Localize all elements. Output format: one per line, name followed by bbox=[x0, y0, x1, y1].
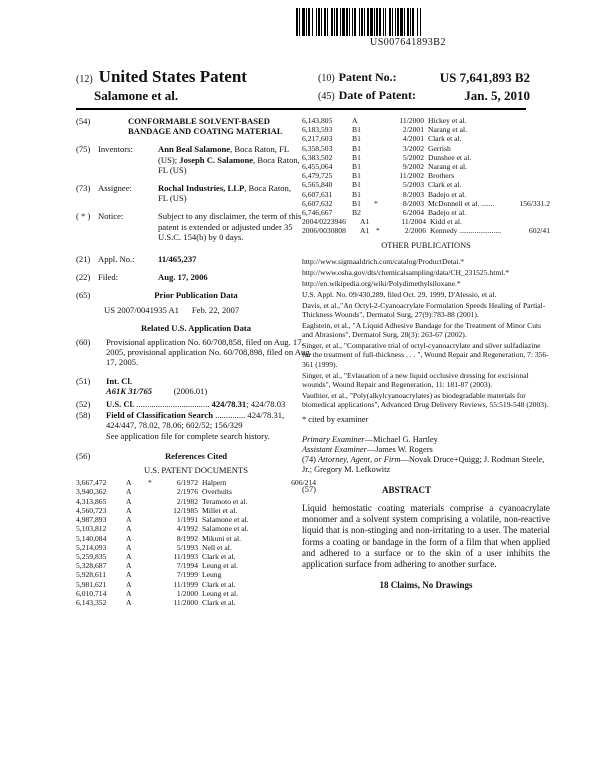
reference-row bbox=[302, 125, 550, 134]
reference-number: 6,143,352 bbox=[76, 597, 107, 607]
reference-row bbox=[302, 217, 550, 226]
reference-star-spacer bbox=[148, 497, 156, 506]
page-title: United States Patent bbox=[98, 67, 247, 86]
publication-entry: Singer, et al., "Comparative trial of octyl-cyanoacrylate and silver sulfadiazine for the treatment of full-thickness . . . ", Wound Repair and Regeneration, 7: 356-361 (1999). bbox=[302, 341, 549, 369]
us-cl: (52) U.S. Cl. .................................. 424/78.31; 424/78.03 bbox=[76, 399, 286, 410]
reference-date: 5/1993 bbox=[176, 542, 198, 552]
us-documents-title: U.S. PATENT DOCUMENTS bbox=[143, 465, 249, 476]
reference-star-spacer bbox=[374, 171, 382, 180]
reference-star-spacer bbox=[374, 144, 382, 153]
reference-class: 606/214 bbox=[291, 478, 316, 488]
us-documents-list bbox=[76, 478, 316, 607]
reference-row bbox=[302, 116, 550, 125]
left-column bbox=[76, 116, 316, 607]
reference-date: 7/1994 bbox=[176, 561, 198, 571]
reference-date: 5/2002 bbox=[402, 152, 424, 162]
reference-name: Halpern bbox=[202, 478, 227, 488]
reference-name: Clark et al. bbox=[202, 551, 236, 561]
reference-name: Clark et al. bbox=[202, 579, 236, 589]
reference-number: 6,607,632 bbox=[302, 198, 333, 208]
reference-name: Gerrish bbox=[428, 143, 451, 153]
reference-kind: A bbox=[126, 551, 132, 561]
reference-kind: B1 bbox=[352, 152, 361, 162]
claims-count: 18 Claims, No Drawings bbox=[379, 580, 473, 591]
publication-entry: Davis, et al.,"An Octyl-2-Cyanoacrylate Formulation Speeds Healing of Partial-Thickness Wounds", Dermatol Surg, 27(9):783-88 (2001). bbox=[302, 301, 546, 320]
reference-kind: B2 bbox=[352, 208, 361, 218]
reference-name: Clark et al. bbox=[428, 180, 462, 190]
reference-name: Leung et al. bbox=[202, 588, 239, 598]
reference-date: 9/2002 bbox=[402, 162, 424, 172]
reference-kind: B1 bbox=[352, 134, 361, 144]
reference-kind: A bbox=[126, 533, 132, 543]
reference-row bbox=[76, 534, 316, 543]
reference-number: 2004/0223946 bbox=[302, 217, 346, 227]
search-history-note: See application file for complete search history. bbox=[106, 430, 270, 441]
prior-publication: (65) Prior Publication Data US 2007/0041935 A1 Feb. 22, 2007 bbox=[76, 290, 240, 315]
other-publications bbox=[302, 257, 550, 409]
reference-number: 2006/0030808 bbox=[302, 226, 346, 236]
reference-row bbox=[302, 199, 550, 208]
reference-date: 8/2003 bbox=[402, 198, 424, 208]
reference-star-spacer bbox=[374, 134, 382, 143]
reference-name: Overhults bbox=[202, 487, 232, 497]
reference-star-spacer bbox=[374, 180, 382, 189]
reference-star: * bbox=[376, 226, 380, 236]
reference-kind: B1 bbox=[352, 162, 361, 172]
reference-kind: A bbox=[352, 116, 358, 125]
reference-number: 5,328,687 bbox=[76, 561, 107, 571]
reference-star-spacer bbox=[148, 515, 156, 524]
reference-date: 11/2000 bbox=[399, 116, 424, 125]
reference-row bbox=[302, 144, 550, 153]
reference-number: 5,928,611 bbox=[76, 570, 107, 580]
reference-number: 4,313,865 bbox=[76, 496, 107, 506]
assignee: (73) Assignee: Rochal Industries, LLP, Boca Raton, FL (US) bbox=[76, 183, 291, 204]
reference-star-spacer bbox=[148, 487, 156, 496]
abstract-text: Liquid hemostatic coating materials comprise a cyanoacrylate monomer and a solvent system comprising a volatile, non-reactive liquid that is non-stinging and non-irritating to a user. The material forms a coating or bandage in the form of a film that when applied and adhered to a surface or to the skin of a user inhibits the application surface from adhering to another surface. bbox=[302, 503, 550, 570]
reference-date: 2/1976 bbox=[176, 487, 198, 497]
reference-row bbox=[76, 561, 316, 570]
reference-row bbox=[302, 171, 550, 180]
reference-row bbox=[76, 580, 316, 589]
reference-name: Leung bbox=[202, 570, 222, 580]
reference-date: 2/2001 bbox=[402, 125, 424, 135]
reference-star: * bbox=[374, 198, 378, 208]
reference-name: Dunshee et al. bbox=[428, 152, 472, 162]
invention-title: (54) CONFORMABLE SOLVENT-BASED BANDAGE AND COATING MATERIAL bbox=[76, 116, 283, 137]
reference-row bbox=[302, 162, 550, 171]
reference-star-spacer bbox=[374, 162, 382, 171]
reference-name: Kidd et al. bbox=[430, 217, 462, 227]
reference-kind: A bbox=[126, 588, 132, 598]
reference-kind: A bbox=[126, 524, 132, 534]
reference-row bbox=[76, 506, 316, 515]
reference-kind: B1 bbox=[352, 198, 361, 208]
reference-name: Clark et al. bbox=[428, 134, 462, 144]
reference-name: Teramoto et al. bbox=[202, 496, 248, 506]
reference-star-spacer bbox=[374, 116, 382, 125]
header-divider bbox=[76, 108, 526, 110]
reference-kind: A bbox=[126, 570, 132, 580]
reference-number: 4,560,723 bbox=[76, 505, 107, 515]
reference-number: 6,479,725 bbox=[302, 171, 333, 181]
reference-row bbox=[302, 134, 550, 143]
reference-name: Mikuni et al. bbox=[202, 533, 242, 543]
reference-star-spacer bbox=[148, 552, 156, 561]
reference-star-spacer bbox=[376, 217, 384, 226]
reference-star-spacer bbox=[148, 524, 156, 533]
reference-kind: B1 bbox=[352, 171, 361, 181]
publication-entry: U.S. Appl. No. 09/430,289, filed Oct. 29, 1999, D'Alessio, et al. bbox=[302, 289, 497, 299]
reference-name: Brothers bbox=[428, 171, 455, 181]
application-number: (21) Appl. No.: 11/465,237 bbox=[76, 254, 197, 265]
reference-row bbox=[76, 589, 316, 598]
reference-class: 602/41 bbox=[528, 226, 550, 236]
reference-star-spacer bbox=[148, 543, 156, 552]
reference-star-spacer bbox=[148, 570, 156, 579]
reference-date: 6/2004 bbox=[402, 208, 424, 218]
reference-date: 11/2002 bbox=[399, 171, 424, 181]
reference-star-spacer bbox=[148, 589, 156, 598]
other-publications-title: OTHER PUBLICATIONS bbox=[381, 240, 471, 250]
reference-row bbox=[302, 190, 550, 199]
reference-name: Clark et al. bbox=[202, 597, 236, 607]
reference-row bbox=[76, 552, 316, 561]
reference-star-spacer bbox=[374, 208, 382, 217]
reference-kind: A bbox=[126, 496, 132, 506]
reference-date: 5/2003 bbox=[402, 180, 424, 190]
date-value: Jan. 5, 2010 bbox=[464, 88, 530, 103]
reference-date: 4/1992 bbox=[176, 524, 198, 534]
publication-entry: http://www.sigmaaldrich.com/catalog/ProductDetai.* bbox=[302, 256, 465, 266]
reference-number: 5,214,093 bbox=[76, 542, 107, 552]
publication-entry: Vauthier, et al., "Poly(alkylcyanoacrylates) as biodegradable materials for biomedical applications", Advanced Drug Delivery Reviews, 55:519-548 (2003). bbox=[302, 390, 549, 409]
reference-number: 6,607,631 bbox=[302, 189, 333, 199]
reference-row bbox=[302, 226, 550, 235]
patent-header-title bbox=[76, 67, 247, 87]
patent-number-value: US 7,641,893 B2 bbox=[439, 70, 530, 85]
reference-name: Hickey et al. bbox=[428, 116, 467, 125]
reference-number: 5,981,621 bbox=[76, 579, 107, 589]
reference-date: 1/1991 bbox=[176, 515, 198, 525]
barcode bbox=[296, 8, 520, 36]
reference-number: 5,259,835 bbox=[76, 551, 107, 561]
reference-date: 2/1982 bbox=[176, 496, 198, 506]
reference-date: 6/1972 bbox=[176, 478, 198, 488]
reference-kind: A bbox=[126, 505, 132, 515]
reference-kind: A bbox=[126, 597, 132, 607]
reference-kind: A bbox=[126, 561, 132, 571]
reference-date: 2/2006 bbox=[404, 226, 426, 236]
reference-star-spacer bbox=[148, 506, 156, 515]
reference-name: Leung et al. bbox=[202, 561, 239, 571]
reference-name: Nell et al. bbox=[202, 542, 232, 552]
reference-name: Kennedy ...................... bbox=[430, 226, 502, 236]
reference-row bbox=[76, 543, 316, 552]
reference-star-spacer bbox=[148, 580, 156, 589]
date-of-patent: (45) Date of Patent: Jan. 5, 2010 bbox=[318, 88, 530, 103]
reference-star: * bbox=[148, 478, 152, 488]
reference-star-spacer bbox=[148, 598, 156, 607]
reference-number: 6,383,502 bbox=[302, 152, 333, 162]
reference-kind: A bbox=[126, 478, 132, 488]
header-code: (12) bbox=[76, 74, 93, 85]
reference-kind: A1 bbox=[360, 217, 370, 227]
date-label: Date of Patent: bbox=[338, 88, 416, 102]
reference-name: McDonnell et al. ....... bbox=[428, 198, 495, 208]
reference-number: 6,183,593 bbox=[302, 125, 333, 135]
barcode-label: US007641893B2 bbox=[370, 37, 446, 48]
inventors: (75) Inventors: Ann Beal Salamone, Boca Raton, FL (US); Joseph C. Salamone, Boca Raton, FL (US) bbox=[76, 144, 300, 175]
reference-row bbox=[76, 570, 316, 579]
reference-number: 4,987,893 bbox=[76, 515, 107, 525]
reference-kind: B1 bbox=[352, 180, 361, 190]
reference-number: 6,143,805 bbox=[302, 116, 333, 125]
reference-date: 4/2001 bbox=[402, 134, 424, 144]
reference-number: 6,217,603 bbox=[302, 134, 333, 144]
reference-row bbox=[302, 153, 550, 162]
reference-row bbox=[76, 524, 316, 533]
publication-entry: http://en.wikipedia.org/wiki/Polydimethylsiloxane.* bbox=[302, 278, 461, 288]
reference-number: 5,103,812 bbox=[76, 524, 107, 534]
publication-entry: http://www.osha.gov/dts/chemicalsampling/data/CH_231525.html.* bbox=[302, 267, 510, 277]
reference-date: 3/2002 bbox=[402, 143, 424, 153]
attorney: (74) Attorney, Agent, or Firm—Novak Druce+Quigg; J. Rodman Steele, Jr.; Gregory M. Lefkowitz bbox=[302, 455, 545, 475]
reference-row bbox=[302, 180, 550, 189]
reference-star-spacer bbox=[148, 561, 156, 570]
patent-number: (10) Patent No.: US 7,641,893 B2 bbox=[318, 70, 530, 85]
reference-date: 7/1999 bbox=[176, 570, 198, 580]
reference-number: 6,455,064 bbox=[302, 162, 333, 172]
reference-name: Millet et al. bbox=[202, 505, 238, 515]
filed-date: (22) Filed: Aug. 17, 2006 bbox=[76, 272, 208, 283]
reference-kind: B1 bbox=[352, 125, 361, 135]
primary-examiner: Primary Examiner—Michael G. Hartley bbox=[302, 435, 438, 445]
reference-star-spacer bbox=[148, 534, 156, 543]
provisional: (60) Provisional application No. 60/708,858, filed on Aug. 17, 2005, provisional application No. 60/708,898, filed on Aug. 17, 2005. bbox=[76, 337, 312, 368]
reference-kind: A bbox=[126, 542, 132, 552]
publication-entry: Eaglstein, et al., "A Liquid Adhesive Bandage for the Treatment of Minor Cuts and Abrasions", Dermatol Surg, 28(3): 263-67 (2002). bbox=[302, 321, 542, 340]
reference-date: 8/2003 bbox=[402, 189, 424, 199]
int-cl: (51) Int. Cl. A61K 31/765 (2006.01) bbox=[76, 375, 208, 396]
reference-row bbox=[302, 208, 550, 217]
reference-number: 3,667,472 bbox=[76, 478, 107, 488]
reference-number: 6,565,840 bbox=[302, 180, 333, 190]
reference-name: Narang et al. bbox=[428, 125, 468, 135]
reference-row bbox=[76, 515, 316, 524]
authors: Salamone et al. bbox=[94, 88, 179, 103]
reference-number: 6,358,503 bbox=[302, 143, 333, 153]
right-column bbox=[302, 116, 550, 590]
reference-kind: A bbox=[126, 515, 132, 525]
reference-kind: A bbox=[126, 487, 132, 497]
reference-star-spacer bbox=[374, 125, 382, 134]
reference-star-spacer bbox=[374, 190, 382, 199]
reference-class: 156/331.2 bbox=[519, 198, 550, 208]
reference-name: Badejo et al. bbox=[428, 208, 467, 218]
reference-kind: B1 bbox=[352, 143, 361, 153]
reference-kind: B1 bbox=[352, 189, 361, 199]
reference-name: Salamone et al. bbox=[202, 524, 249, 534]
reference-kind: A bbox=[126, 579, 132, 589]
reference-name: Badejo et al. bbox=[428, 189, 467, 199]
patent-number-label: Patent No.: bbox=[338, 70, 397, 84]
publication-entry: Singer, et al., "Evlauation of a new liquid occlusive dressing for excisional wounds", Wound Repair and Regeneration, 11: 181-87 (2003). bbox=[302, 370, 529, 389]
reference-date: 8/1992 bbox=[176, 533, 198, 543]
reference-number: 6,746,667 bbox=[302, 208, 333, 218]
reference-date: 11/1999 bbox=[173, 579, 198, 589]
reference-date: 1/2000 bbox=[176, 588, 198, 598]
references-cited: (56) References Cited bbox=[76, 450, 228, 461]
notice: ( * ) Notice: Subject to any disclaimer, the term of this patent is extended or adjusted under 35 U.S.C. 154(b) by 0 days. bbox=[76, 211, 302, 242]
reference-row bbox=[76, 487, 316, 496]
reference-date: 12/1985 bbox=[173, 505, 198, 515]
reference-row bbox=[76, 478, 316, 487]
abstract-header: (57) ABSTRACT bbox=[302, 485, 432, 496]
reference-date: 11/1993 bbox=[173, 551, 198, 561]
reference-date: 11/2000 bbox=[173, 597, 198, 607]
field-of-search: (58) Field of Classification Search .............. 424/78.31, 424/447, 78.02, 78.06; 602/52; 156/329 bbox=[76, 410, 285, 431]
reference-number: 5,140,084 bbox=[76, 533, 107, 543]
cited-by-examiner: * cited by examiner bbox=[302, 415, 369, 425]
related-title: Related U.S. Application Data bbox=[140, 322, 252, 333]
reference-row bbox=[76, 598, 316, 607]
reference-kind: A1 bbox=[360, 226, 370, 236]
reference-row bbox=[76, 497, 316, 506]
us-documents-list-continued bbox=[302, 116, 550, 236]
reference-number: 6,010,714 bbox=[76, 588, 107, 598]
reference-date: 11/2004 bbox=[401, 217, 426, 227]
reference-star-spacer bbox=[374, 153, 382, 162]
assistant-examiner: Assistant Examiner—James W. Rogers bbox=[302, 445, 433, 455]
reference-name: Salamone et al. bbox=[202, 515, 249, 525]
reference-name: Narang et al. bbox=[428, 162, 468, 172]
reference-number: 3,940,362 bbox=[76, 487, 107, 497]
